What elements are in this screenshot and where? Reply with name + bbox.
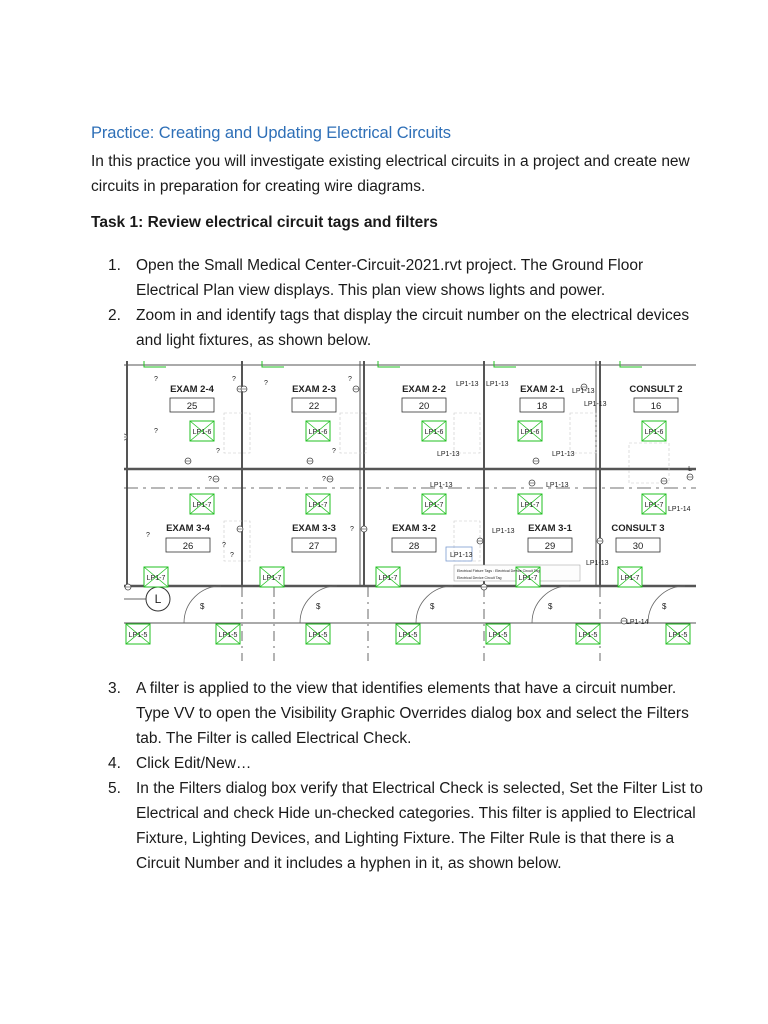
circuit-tag-label: LP1-6 [644,429,664,436]
unknown-tag-mark: ? [154,376,158,383]
faint-fixture-outline [340,413,366,453]
step-number: 4. [108,755,121,772]
circuit-label: LP1-14 [668,506,691,513]
room-name: EXAM 3-4 [166,523,210,534]
step-2 [104,303,704,353]
partial-tag [144,361,166,367]
intro-paragraph: In this practice you will investigate existing electrical circuits in a project and create new circuits in preparation for creating wire diagrams. [91,153,690,195]
room-name: EXAM 2-2 [402,384,446,395]
circuit-tag-label: LP1-7 [620,575,640,582]
faint-fixture-outline [629,443,669,483]
circuit-label: LP1-13 [450,552,473,559]
switch-symbol: $ [200,602,205,611]
step-number: 3. [108,680,121,697]
circuit-tag-label: LP1-6 [520,429,540,436]
circuit-label: LP1-14 [626,619,649,626]
circuit-tag-label: LP1-5 [668,632,688,639]
partial-tag [262,361,284,367]
room-number: 25 [186,401,198,412]
tooltip-line-1: Electrical Fixture Tags : Electrical Device Circuit Tag [457,569,540,573]
circuit-tag-label: LP1-7 [308,502,328,509]
room-name: CONSULT 3 [611,523,665,534]
unknown-tag-mark: ? [216,448,220,455]
circuit-tag-label: LP1-6 [308,429,328,436]
faint-fixture-outline [570,413,596,453]
room-name: EXAM 3-1 [528,523,572,534]
circuit-tag-label: LP1-7 [520,502,540,509]
step-text: Zoom in and identify tags that display the circuit number on the electrical devices and light fixtures, as shown below. [136,307,690,349]
unknown-tag-mark: ? [332,448,336,455]
faint-fixture-outline [224,413,250,453]
circuit-tag-label: LP1-5 [218,632,238,639]
step-text: A filter is applied to the view that identifies elements that have a circuit number. Type VV to open the Visibility Graphic Overrides dialog box and select the Filters tab. The Filter is called Electrical Check. [136,680,689,747]
circuit-tag-label: LP1-7 [262,575,282,582]
room-number: 16 [650,401,662,412]
room-name: CONSULT 2 [629,384,683,395]
circuit-label: LP1-13 [552,451,575,458]
tooltip-line-2: Electrical Device Circuit Tag [457,576,502,580]
unknown-tag-mark: ? [208,476,212,483]
circuit-label: LP1-13 [572,388,595,395]
switch-symbol: $ [316,602,321,611]
circuit-tag-label: LP1-7 [146,575,166,582]
practice-heading: Practice: Creating and Updating Electrical Circuits [91,124,451,142]
circuit-tag-label: LP1-7 [518,575,538,582]
circuit-tag-label: LP1-6 [192,429,212,436]
unknown-tag-mark: ? [154,428,158,435]
circuit-label: LP1-13 [492,528,515,535]
step-number: 2. [108,307,121,324]
room-number: 22 [308,401,320,412]
circuit-label: LP1-13 [586,560,609,567]
switch-symbol: $ [548,602,553,611]
circuit-tag-label: LP1-6 [424,429,444,436]
step-3 [104,676,704,751]
room-name: EXAM 3-2 [392,523,436,534]
step-number: 5. [108,780,121,797]
plan-labels [146,376,692,626]
switch-symbol: $ [662,602,667,611]
circuit-label: LP1-13 [584,401,607,408]
step-text: Open the Small Medical Center-Circuit-2021.rvt project. The Ground Floor Electrical Plan view displays. This plan view shows lights and power. [136,257,644,299]
room-number: 18 [536,401,548,412]
step-text: In the Filters dialog box verify that Electrical Check is selected, Set the Filter List to Electrical and check Hide un-checked categories. This filter is applied to Electrical Fixture, Lighting Devices, and Lighting Fixture. The Filter Rule is that there is a Circuit Number and it includes a hyphen in it, as shown below. [136,780,703,872]
circuit-tag-label: LP1-5 [488,632,508,639]
steps-list-part2 [104,676,704,876]
room-number: 29 [544,541,556,552]
circuit-tag-label: LP1-5 [308,632,328,639]
unknown-tag-mark: ? [222,542,226,549]
room-number: 26 [182,541,194,552]
circuit-tag-label: LP1-7 [378,575,398,582]
circuit-label: LP1-13 [437,451,460,458]
electrical-floor-plan [124,361,696,661]
circuit-tag-label: LP1-5 [128,632,148,639]
unknown-tag-mark: ? [264,380,268,387]
grid-bubble-label: L [154,592,162,606]
room-number: 27 [308,541,320,552]
faint-fixture-outline [454,413,480,453]
circuit-label: LP1-13 [546,482,569,489]
room-name: EXAM 2-1 [520,384,564,395]
circuit-label: LP1-13 [456,381,479,388]
edge-grid-label: L [688,466,692,473]
room-number: 30 [632,541,644,552]
partial-tag [494,361,516,367]
room-number: 28 [408,541,420,552]
faint-fixture-outline [224,521,250,561]
unknown-tag-mark: ? [232,376,236,383]
task-title: Task 1: Review electrical circuit tags and filters [91,214,438,231]
step-1 [104,253,704,303]
circuit-tag-label: LP1-7 [424,502,444,509]
step-number: 1. [108,257,121,274]
circuit-label: LP1-13 [430,482,453,489]
door-swing [416,586,453,623]
circuit-label: LP1-13 [486,381,509,388]
unknown-tag-mark: ? [348,376,352,383]
unknown-tag-mark: ? [350,526,354,533]
circuit-tag-label: LP1-5 [578,632,598,639]
unknown-tag-mark: ? [322,476,326,483]
partial-tag [620,361,642,367]
room-name: EXAM 3-3 [292,523,336,534]
room-name: EXAM 2-4 [170,384,214,395]
room-number: 20 [418,401,430,412]
step-text: Click Edit/New… [136,755,252,772]
partial-tag [378,361,400,367]
unknown-tag-mark: ? [230,552,234,559]
circuit-tag-label: LP1-7 [192,502,212,509]
circuit-tag-label: LP1-7 [644,502,664,509]
steps-list-part1 [104,253,704,353]
unknown-tag-mark: ? [146,532,150,539]
step-4 [104,751,704,776]
door-swing [648,586,685,623]
step-5 [104,776,704,876]
switch-symbol: $ [430,602,435,611]
room-name: EXAM 2-3 [292,384,336,395]
circuit-tag-label: LP1-5 [398,632,418,639]
